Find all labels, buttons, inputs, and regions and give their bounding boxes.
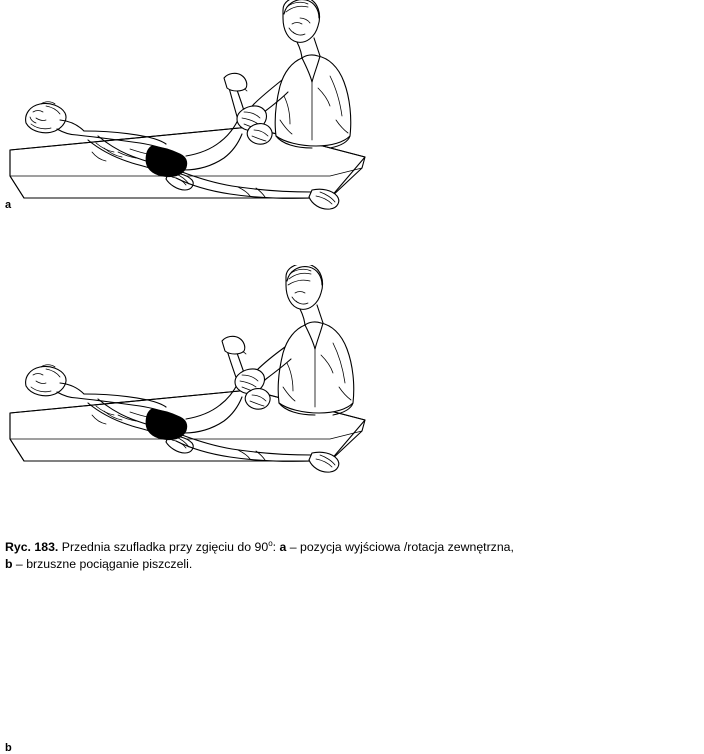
panel-label-a: a: [5, 199, 12, 211]
caption-label-a: a: [279, 540, 287, 555]
caption-a-text: – pozycja wyjściowa /rotacja zewnętrzna,: [286, 540, 514, 555]
panel-label-b: b: [5, 742, 12, 754]
caption-label-b: b: [5, 556, 13, 571]
examiner-figure-a: [237, 0, 351, 148]
caption-b-text: – brzuszne pociąganie piszczeli.: [12, 556, 193, 571]
caption-degree-symbol: o: [268, 539, 273, 548]
anterior-drawer-illustration-a: [0, 0, 704, 245]
figure-panel-a: [0, 0, 704, 245]
figure-number: Ryc. 183.: [5, 540, 59, 555]
figure-caption: [5, 536, 699, 572]
caption-colon: :: [272, 540, 280, 555]
anterior-drawer-illustration-b: [0, 265, 704, 510]
examiner-figure-b: [235, 265, 354, 415]
caption-main-text: Przednia szufladka przy zgięciu do 90: [58, 540, 269, 555]
